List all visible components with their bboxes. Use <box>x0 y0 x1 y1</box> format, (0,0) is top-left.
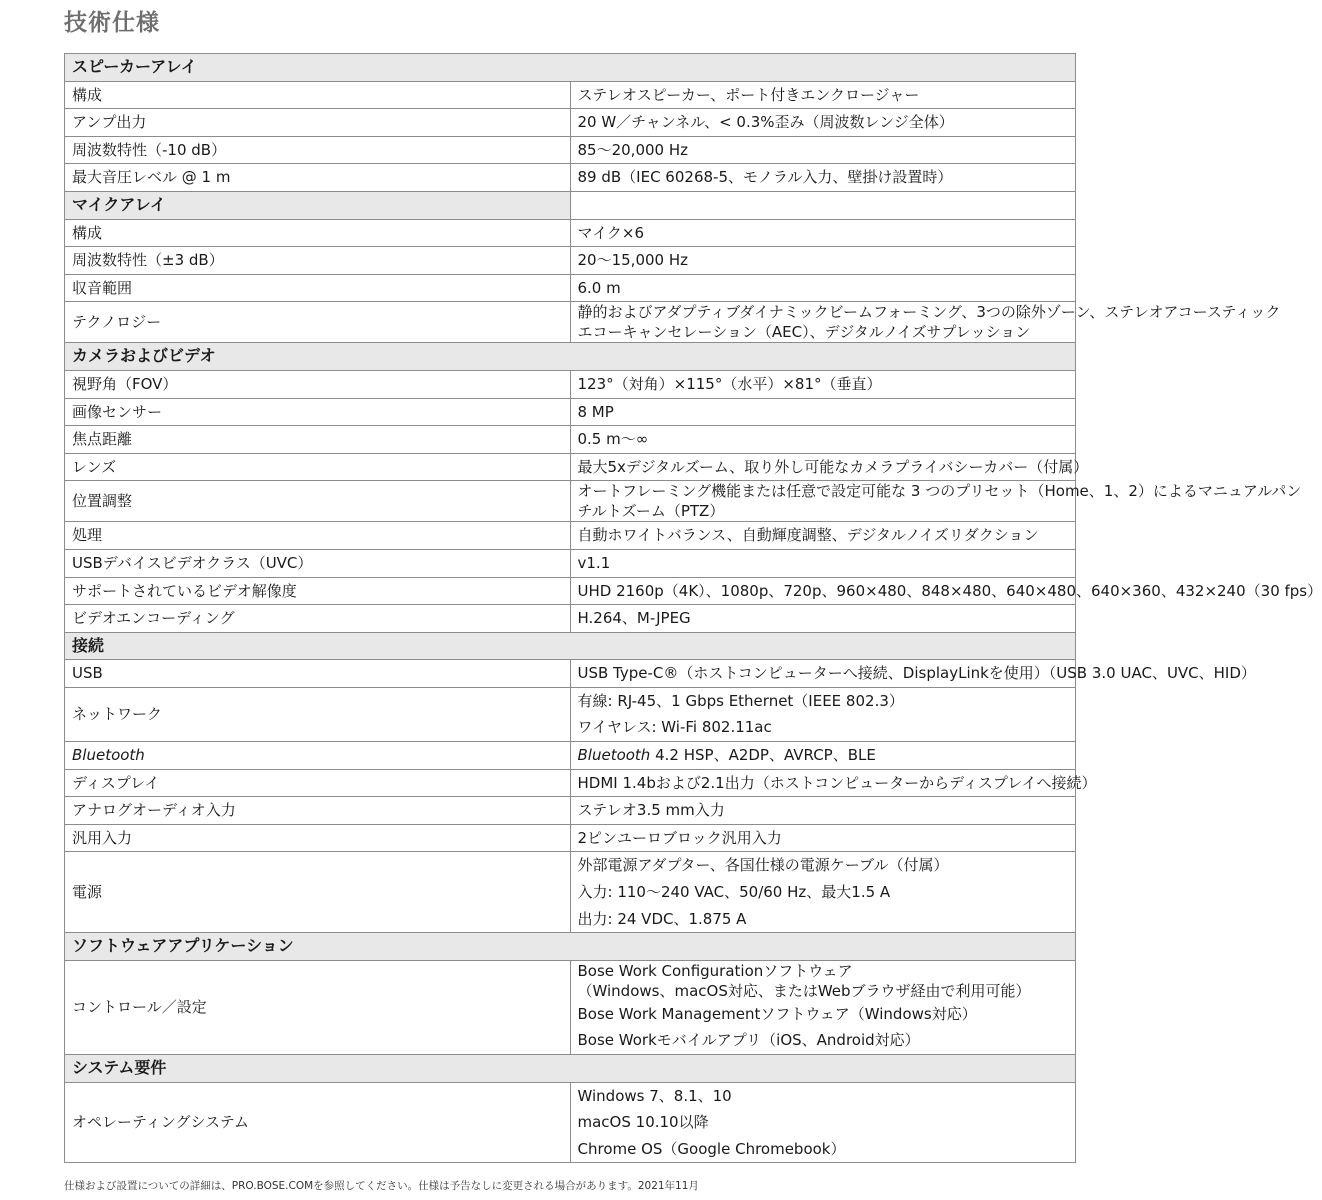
spec-row <box>65 426 1076 454</box>
spec-value-line: 0.5 m～∞ <box>577 430 649 449</box>
spec-value <box>570 605 1076 633</box>
spec-value <box>570 109 1076 137</box>
spec-label: 処理 <box>65 522 571 550</box>
section-header <box>65 1055 1076 1083</box>
footer-note: 仕様および設置についての詳細は、PRO.BOSE.COMを参照してください。仕様は予告なしに変更される場合があります。2021年11月 <box>64 1180 699 1192</box>
spec-value-line: 自動ホワイトバランス、自動輝度調整、デジタルノイズリダクション <box>577 526 1039 545</box>
section-title: カメラおよびビデオ <box>65 343 1076 371</box>
spec-row <box>65 960 1076 1054</box>
spec-row <box>65 453 1076 481</box>
spec-value-line: 123°（対角）×115°（水平）×81°（垂直） <box>577 374 882 393</box>
spec-label: オペレーティングシステム <box>65 1082 571 1163</box>
spec-value <box>570 852 1076 933</box>
spec-value-line: Windows 7、8.1、10 <box>577 1086 732 1105</box>
spec-row <box>65 522 1076 550</box>
spec-value-line: 入力: 110～240 VAC、50/60 Hz、最大1.5 A <box>577 883 891 902</box>
spec-value-line: v1.1 <box>577 553 611 572</box>
spec-row <box>65 247 1076 275</box>
spec-row <box>65 164 1076 192</box>
spec-value-line: 最大5xデジタルズーム、取り外し可能なカメラプライバシーカバー（付属） <box>577 457 1089 476</box>
spec-label: テクノロジー <box>65 302 571 343</box>
spec-label: Bluetooth <box>65 742 571 770</box>
section-header <box>65 191 1076 219</box>
section-header <box>65 54 1076 82</box>
spec-value <box>570 549 1076 577</box>
spec-value-line: UHD 2160p（4K）、1080p、720p、960×480、848×480、640×480、640×360、432×240（30 fps） <box>577 581 1322 600</box>
spec-value-line <box>578 742 1076 769</box>
spec-value-line: 有線: RJ-45、1 Gbps Ethernet（IEEE 802.3） <box>577 691 904 710</box>
spec-label: 周波数特性（-10 dB） <box>65 136 571 164</box>
spec-label: 構成 <box>65 219 571 247</box>
spec-label: 焦点距離 <box>65 426 571 454</box>
spec-value <box>570 660 1256 688</box>
spec-value-line: ステレオ3.5 mm入力 <box>577 801 725 820</box>
spec-label: 収音範囲 <box>65 274 571 302</box>
spec-label: 構成 <box>65 81 571 109</box>
spec-row <box>65 549 1076 577</box>
spec-row <box>65 824 1076 852</box>
spec-value <box>570 136 1076 164</box>
spec-label: レンズ <box>65 453 571 481</box>
spec-value <box>570 960 1076 1054</box>
spec-value <box>570 1082 1076 1163</box>
spec-table <box>64 53 1322 1163</box>
spec-value-italic-prefix: Bluetooth <box>577 746 651 765</box>
spec-label: 位置調整 <box>65 481 571 522</box>
spec-value-line: マイク×6 <box>577 223 645 242</box>
spec-value <box>570 481 1302 522</box>
spec-value-line: Bose Work Configurationソフトウェア <box>577 961 853 980</box>
section-title-blank <box>570 191 1076 219</box>
spec-label: ディスプレイ <box>65 769 571 797</box>
spec-label: 周波数特性（±3 dB） <box>65 247 571 275</box>
spec-value <box>570 824 1076 852</box>
spec-value <box>570 769 1097 797</box>
section-title: マイクアレイ <box>65 191 571 219</box>
spec-row <box>65 1082 1076 1163</box>
spec-label: 電源 <box>65 852 571 933</box>
spec-value-rest: 4.2 HSP、A2DP、AVRCP、BLE <box>650 746 876 765</box>
spec-label: 視野角（FOV） <box>65 370 571 398</box>
spec-row <box>65 687 1076 741</box>
section-title: システム要件 <box>65 1055 1076 1083</box>
spec-value-line: オートフレーミング機能または任意で設定可能な 3 つのプリセット（Home、1、2）によるマニュアルパン <box>577 482 1302 501</box>
spec-value-line: チルトズーム（PTZ） <box>577 502 725 521</box>
spec-row <box>65 370 1076 398</box>
spec-label: USBデバイスビデオクラス（UVC） <box>65 549 571 577</box>
spec-row <box>65 109 1076 137</box>
section-title: 接続 <box>65 632 1076 660</box>
spec-label: USB <box>65 660 571 688</box>
spec-label: 画像センサー <box>65 398 571 426</box>
spec-row <box>65 605 1076 633</box>
spec-value-line: 89 dB（IEC 60268-5、モノラル入力、壁掛け設置時） <box>577 168 953 187</box>
spec-value <box>570 219 1076 247</box>
spec-value-line: 20～15,000 Hz <box>577 251 688 270</box>
spec-row <box>65 769 1076 797</box>
spec-label: アナログオーディオ入力 <box>65 797 571 825</box>
spec-value-line: 出力: 24 VDC、1.875 A <box>577 909 747 928</box>
spec-value-line: 20 W／チャンネル、< 0.3%歪み（周波数レンジ全体） <box>577 113 954 132</box>
spec-value-line: 2ピンユーロブロック汎用入力 <box>577 828 782 847</box>
spec-value-line: 85～20,000 Hz <box>577 140 688 159</box>
spec-row <box>65 274 1076 302</box>
spec-value <box>570 164 1076 192</box>
spec-label: ネットワーク <box>65 687 571 741</box>
spec-value-line: 6.0 m <box>577 278 621 297</box>
spec-row <box>65 481 1076 522</box>
spec-value <box>570 742 1076 770</box>
spec-value-line: macOS 10.10以降 <box>577 1113 709 1132</box>
spec-value-line: Chrome OS（Google Chromebook） <box>577 1139 846 1158</box>
spec-label: サポートされているビデオ解像度 <box>65 577 571 605</box>
spec-row <box>65 797 1076 825</box>
spec-label: ビデオエンコーディング <box>65 605 571 633</box>
spec-row <box>65 398 1076 426</box>
spec-row <box>65 81 1076 109</box>
spec-value <box>570 577 1322 605</box>
spec-row <box>65 577 1076 605</box>
spec-value <box>570 302 1281 343</box>
section-title: スピーカーアレイ <box>65 54 1076 82</box>
spec-value-line: Bose Workモバイルアプリ（iOS、Android対応） <box>577 1031 920 1050</box>
spec-value-line: 静的およびアダプティブダイナミックビームフォーミング、3つの除外ゾーン、ステレオアコースティック <box>577 303 1281 322</box>
spec-value <box>570 247 1076 275</box>
spec-value <box>570 274 1076 302</box>
section-header <box>65 933 1076 961</box>
spec-value <box>570 370 1076 398</box>
spec-value <box>570 687 1076 741</box>
page-title: 技術仕様 <box>64 10 160 36</box>
spec-label: アンプ出力 <box>65 109 571 137</box>
spec-label: コントロール／設定 <box>65 960 571 1054</box>
spec-value <box>570 398 1076 426</box>
spec-value-line: 8 MP <box>577 402 614 421</box>
spec-label: 最大音圧レベル @ 1 m <box>65 164 571 192</box>
spec-row <box>65 852 1076 933</box>
spec-value <box>570 522 1076 550</box>
spec-value <box>570 426 1076 454</box>
spec-value-line: H.264、M-JPEG <box>577 609 691 628</box>
spec-value-line: エコーキャンセレーション（AEC）、デジタルノイズサプレッション <box>577 323 1031 342</box>
spec-row <box>65 660 1076 688</box>
spec-value <box>570 81 1076 109</box>
section-title: ソフトウェアアプリケーション <box>65 933 1076 961</box>
spec-value-line: HDMI 1.4bおよび2.1出力（ホストコンピューターからディスプレイへ接続） <box>577 773 1097 792</box>
spec-value-line: ステレオスピーカー、ポート付きエンクロージャー <box>577 85 920 104</box>
spec-value-line: ワイヤレス: Wi-Fi 802.11ac <box>577 718 772 737</box>
spec-row <box>65 136 1076 164</box>
spec-value <box>570 453 1089 481</box>
spec-value-line: 外部電源アダプター、各国仕様の電源ケーブル（付属） <box>577 856 949 875</box>
spec-value <box>570 797 1076 825</box>
spec-row <box>65 219 1076 247</box>
spec-label: 汎用入力 <box>65 824 571 852</box>
spec-value-line: Bose Work Managementソフトウェア（Windows対応） <box>577 1004 977 1023</box>
spec-row <box>65 742 1076 770</box>
spec-value-line: USB Type-C®（ホストコンピューターへ接続、DisplayLinkを使用）（USB 3.0 UAC、UVC、HID） <box>577 664 1256 683</box>
spec-row <box>65 302 1076 343</box>
spec-value-line: （Windows、macOS対応、またはWebブラウザ経由で利用可能） <box>577 981 1031 1000</box>
section-header <box>65 632 1076 660</box>
section-header <box>65 343 1076 371</box>
